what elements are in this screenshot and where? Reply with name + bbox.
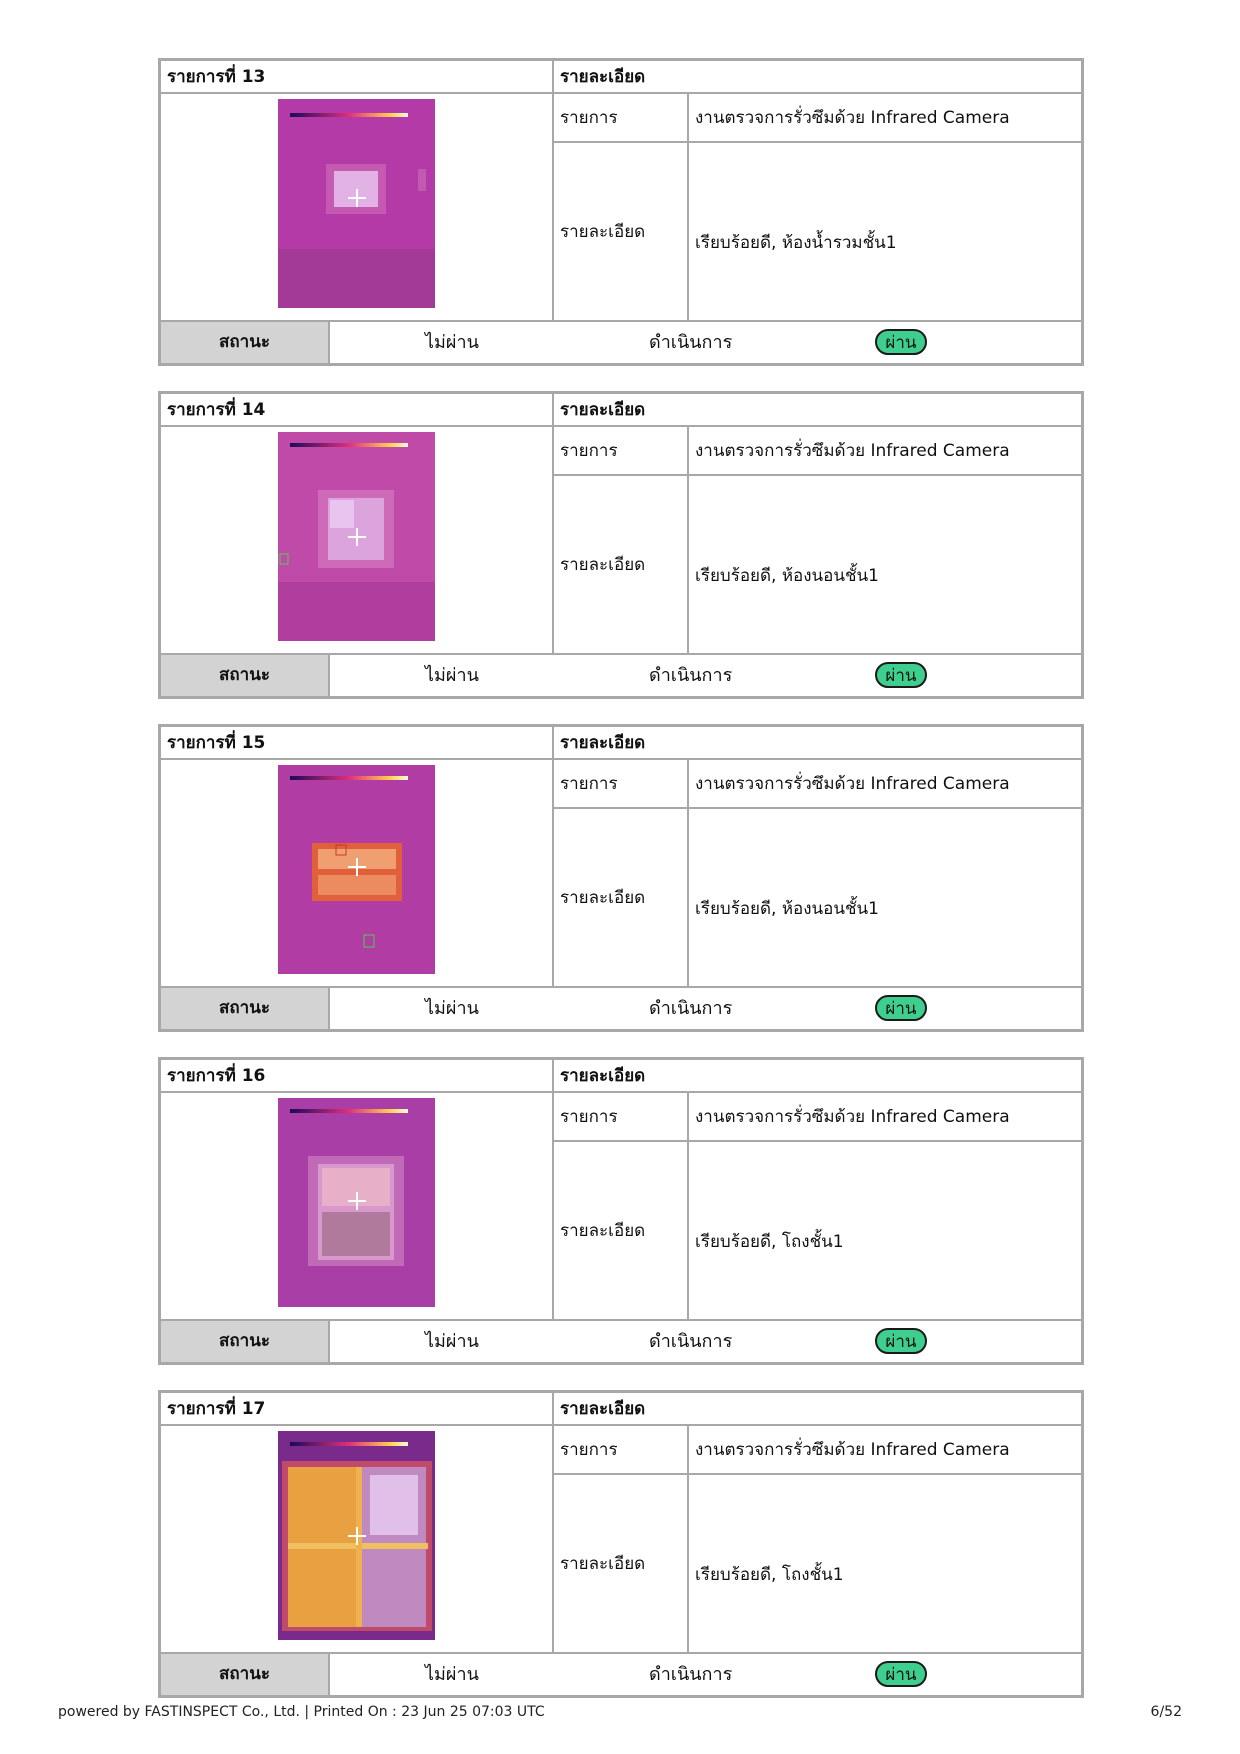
detail-header: รายละเอียด: [554, 727, 1081, 760]
inspection-card: [158, 391, 1084, 699]
item-title: รายการที่ 13: [161, 61, 554, 94]
status-label: สถานะ: [161, 1654, 330, 1695]
detail-value: เรียบร้อยดี, โถงชั้น1: [695, 1565, 844, 1585]
status-row: [161, 320, 1081, 363]
detail-label: รายละเอียด: [554, 476, 689, 653]
item-value: งานตรวจการรั่วซึมด้วย Infrared Camera: [689, 760, 1081, 809]
inspection-card: [158, 724, 1084, 1032]
item-label: รายการ: [554, 760, 689, 809]
detail-header: รายละเอียด: [554, 1060, 1081, 1093]
status-option-in-progress[interactable]: ดำเนินการ: [649, 1664, 733, 1685]
detail-label: รายละเอียด: [554, 1142, 689, 1319]
status-label: สถานะ: [161, 655, 330, 696]
status-option-fail[interactable]: ไม่ผ่าน: [425, 1331, 479, 1352]
detail-header: รายละเอียด: [554, 61, 1081, 94]
image-cell: [161, 94, 554, 320]
detail-header: รายละเอียด: [554, 394, 1081, 427]
image-cell: [161, 760, 554, 986]
status-option-in-progress[interactable]: ดำเนินการ: [649, 1331, 733, 1352]
detail-label: รายละเอียด: [554, 1475, 689, 1652]
temperature-reading: 32.7°C: [435, 1248, 445, 1279]
image-cell: [161, 427, 554, 653]
temperature-reading: 34.4°C: [435, 582, 445, 613]
detail-value: เรียบร้อยดี, ห้องนอนชั้น1: [695, 899, 879, 919]
status-option-pass[interactable]: ผ่าน: [875, 995, 927, 1021]
item-label: รายการ: [554, 94, 689, 143]
item-title: รายการที่ 17: [161, 1393, 554, 1426]
temperature-reading: 34.2°C: [435, 1581, 445, 1612]
status-option-fail[interactable]: ไม่ผ่าน: [425, 998, 479, 1019]
status-label: สถานะ: [161, 1321, 330, 1362]
status-option-pass[interactable]: ผ่าน: [875, 662, 927, 688]
thermal-image-icon[interactable]: [278, 765, 445, 974]
page-number: 6/52: [1150, 1704, 1182, 1720]
image-cell: [161, 1093, 554, 1319]
item-label: รายการ: [554, 1426, 689, 1475]
status-option-fail[interactable]: ไม่ผ่าน: [425, 332, 479, 353]
item-value: งานตรวจการรั่วซึมด้วย Infrared Camera: [689, 1426, 1081, 1475]
status-option-pass[interactable]: ผ่าน: [875, 329, 927, 355]
status-row: [161, 653, 1081, 696]
status-label: สถานะ: [161, 322, 330, 363]
status-option-in-progress[interactable]: ดำเนินการ: [649, 998, 733, 1019]
item-value: งานตรวจการรั่วซึมด้วย Infrared Camera: [689, 94, 1081, 143]
thermal-image-icon[interactable]: [278, 1431, 445, 1640]
detail-value: เรียบร้อยดี, โถงชั้น1: [695, 1232, 844, 1252]
inspection-card: [158, 1057, 1084, 1365]
status-option-fail[interactable]: ไม่ผ่าน: [425, 1664, 479, 1685]
inspection-card: [158, 58, 1084, 366]
item-value: งานตรวจการรั่วซึมด้วย Infrared Camera: [689, 1093, 1081, 1142]
temperature-reading: 33.5°C: [435, 249, 445, 280]
inspection-card: [158, 1390, 1084, 1698]
item-label: รายการ: [554, 1093, 689, 1142]
status-row: [161, 986, 1081, 1029]
temperature-reading: 35.6°C: [435, 915, 445, 946]
status-option-in-progress[interactable]: ดำเนินการ: [649, 332, 733, 353]
detail-label: รายละเอียด: [554, 143, 689, 320]
thermal-image-icon[interactable]: [278, 99, 445, 308]
item-title: รายการที่ 16: [161, 1060, 554, 1093]
status-option-pass[interactable]: ผ่าน: [875, 1328, 927, 1354]
detail-label: รายละเอียด: [554, 809, 689, 986]
status-row: [161, 1652, 1081, 1695]
status-option-fail[interactable]: ไม่ผ่าน: [425, 665, 479, 686]
item-value: งานตรวจการรั่วซึมด้วย Infrared Camera: [689, 427, 1081, 476]
status-option-in-progress[interactable]: ดำเนินการ: [649, 665, 733, 686]
detail-value: เรียบร้อยดี, ห้องน้ำรวมชั้น1: [695, 233, 897, 253]
status-label: สถานะ: [161, 988, 330, 1029]
footer-credit: powered by FASTINSPECT Co., Ltd. | Printed On : 23 Jun 25 07:03 UTC: [58, 1704, 545, 1720]
status-row: [161, 1319, 1081, 1362]
item-label: รายการ: [554, 427, 689, 476]
detail-value: เรียบร้อยดี, ห้องนอนชั้น1: [695, 566, 879, 586]
thermal-image-icon[interactable]: [278, 432, 445, 641]
image-cell: [161, 1426, 554, 1652]
item-title: รายการที่ 14: [161, 394, 554, 427]
item-title: รายการที่ 15: [161, 727, 554, 760]
detail-header: รายละเอียด: [554, 1393, 1081, 1426]
thermal-image-icon[interactable]: [278, 1098, 445, 1307]
status-option-pass[interactable]: ผ่าน: [875, 1661, 927, 1687]
